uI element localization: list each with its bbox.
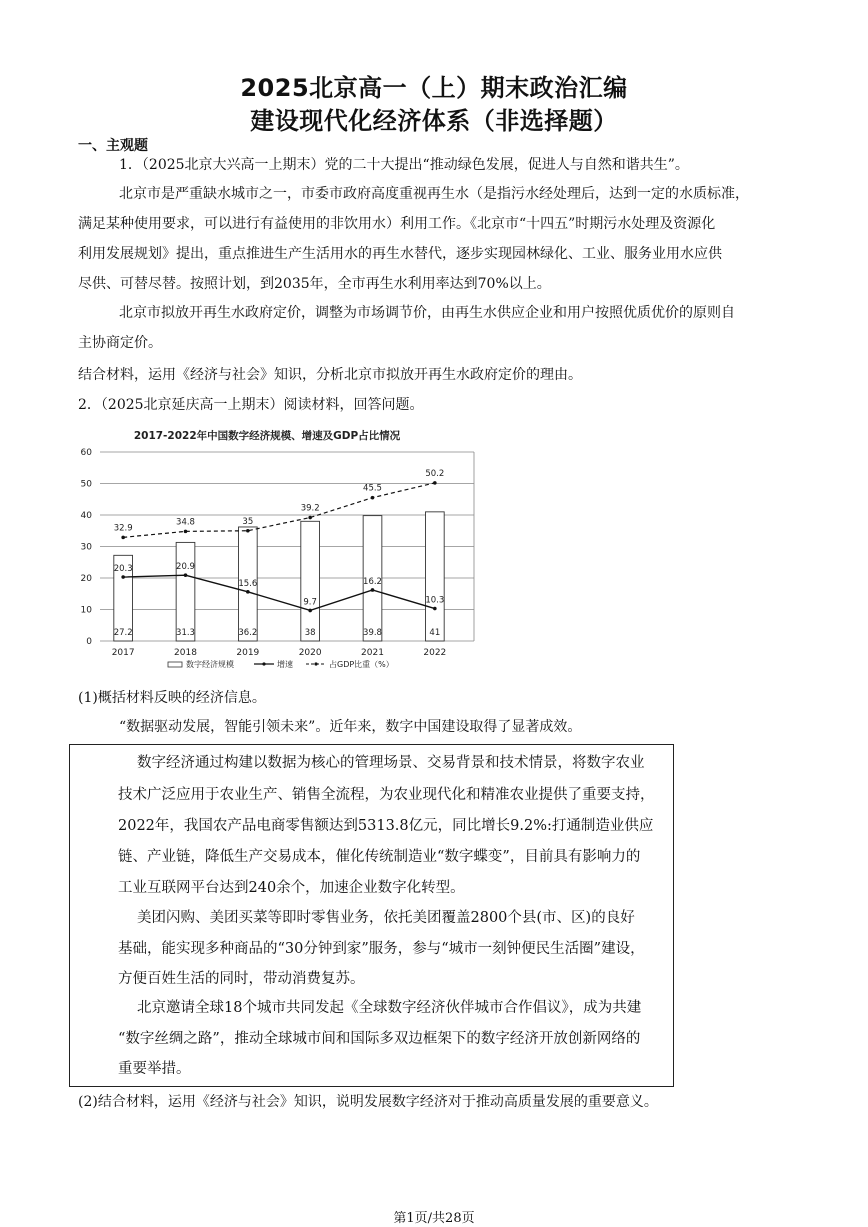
share-point: [184, 530, 188, 534]
legend-label: 增速: [277, 660, 293, 669]
y-tick-label: 20: [80, 574, 92, 584]
x-tick-label: 2022: [423, 648, 447, 658]
y-tick-label: 50: [80, 479, 92, 490]
legend-label: 占GDP比重（%）: [329, 660, 394, 669]
bar-value-label: 39.8: [363, 628, 382, 638]
y-tick-label: 0: [86, 637, 92, 647]
legend-marker-growth: [262, 662, 265, 665]
q1-paragraph-line: 北京市是严重缺水城市之一，市委市政府高度重视再生水（是指污水经处理后，达到一定的水质标准，: [119, 186, 749, 202]
bar-value-label: 38: [304, 628, 316, 638]
q1-question: 结合材料，运用《经济与社会》知识，分析北京市拟放开再生水政府定价的理由。: [78, 367, 582, 383]
q2-quote: “数据驱动发展，智能引领未来”。近年来，数字中国建设取得了显著成效。: [119, 719, 582, 735]
growth-point: [371, 588, 375, 592]
material-line: 北京邀请全球18个城市共同发起《全球数字经济伙伴城市合作倡议》，成为共建: [137, 1000, 642, 1016]
share-point: [121, 536, 125, 540]
q2-stem: 2．（2025北京延庆高一上期末）阅读材料，回答问题。: [78, 397, 424, 413]
material-line: 方便百姓生活的同时，带动消费复苏。: [118, 971, 365, 987]
y-tick-label: 60: [80, 448, 92, 458]
growth-value-label: 15.6: [238, 578, 258, 589]
material-box: [69, 744, 674, 1087]
bar-value-label: 36.2: [238, 628, 258, 638]
share-value-label: 50.2: [425, 468, 445, 479]
material-line: 链、产业链，降低生产交易成本，催化传统制造业“数字蝶变”，目前具有影响力的: [118, 849, 641, 865]
q2-sub-question-2: (2)结合材料，运用《经济与社会》知识，说明发展数字经济对于推动高质量发展的重要意义。: [78, 1094, 658, 1110]
material-line: 数字经济通过构建以数据为核心的管理场景、交易背景和技术情景，将数字农业: [137, 755, 645, 771]
growth-value-label: 16.2: [363, 576, 382, 587]
chart-title: 2017-2022年中国数字经济规模、增速及GDP占比情况: [133, 430, 401, 442]
growth-point: [184, 573, 188, 577]
share-value-label: 45.5: [363, 483, 382, 494]
share-point: [246, 529, 250, 533]
material-line: 技术广泛应用于农业生产、销售全流程，为农业现代化和精准农业提供了重要支持，: [118, 787, 655, 803]
legend-swatch-bar: [168, 662, 182, 667]
q1-stem: 1．（2025北京大兴高一上期末）党的二十大提出“推动绿色发展，促进人与自然和谐共生”。: [119, 157, 689, 173]
growth-point: [121, 575, 125, 579]
section-heading: 一、主观题: [78, 138, 148, 154]
growth-value-label: 20.3: [113, 564, 133, 575]
x-tick-label: 2018: [174, 648, 197, 658]
page-title: 2025北京高一（上）期末政治汇编: [240, 74, 628, 102]
growth-value-label: 20.9: [176, 562, 195, 573]
page-footer: 第1页/共28页: [393, 1211, 475, 1226]
series-line-growth: [123, 575, 435, 610]
share-value-label: 35: [242, 516, 254, 527]
growth-point: [246, 590, 250, 594]
material-line: 基础，能实现多种商品的“30分钟到家”服务，参与“城市一刻钟便民生活圈”建设，: [118, 941, 645, 957]
q1-paragraph-line: 利用发展规划》提出，重点推进生产生活用水的再生水替代，逐步实现园林绿化、工业、服务业用水应供: [78, 246, 722, 262]
growth-point: [308, 609, 312, 613]
digital-economy-chart: [72, 425, 482, 673]
q2-sub-question-1: (1)概括材料反映的经济信息。: [78, 690, 266, 706]
q1-paragraph-line: 尽供、可替尽替。按照计划，到2035年，全市再生水利用率达到70%以上。: [78, 276, 551, 292]
q1-paragraph-line: 主协商定价。: [78, 335, 162, 351]
material-line: 重要举措。: [118, 1061, 191, 1077]
x-tick-label: 2021: [361, 648, 384, 658]
series-line-gdp-share: [123, 483, 435, 537]
growth-point: [433, 607, 437, 611]
bar-value-label: 27.2: [113, 628, 133, 638]
growth-value-label: 9.7: [303, 597, 317, 608]
share-value-label: 39.2: [300, 503, 320, 514]
bar: [425, 512, 444, 641]
bar: [176, 542, 195, 641]
material-line: 美团闪购、美团买菜等即时零售业务，依托美团覆盖2800个县(市、区)的良好: [137, 910, 635, 926]
bar: [301, 521, 320, 641]
material-line: 工业互联网平台达到240余个，加速企业数字化转型。: [118, 880, 465, 896]
bar-value-label: 31.3: [176, 628, 195, 638]
share-point: [308, 516, 312, 520]
bar-value-label: 41: [429, 628, 441, 638]
legend-label: 数字经济规模: [186, 660, 234, 669]
x-tick-label: 2017: [111, 648, 135, 658]
legend-marker-share: [314, 662, 317, 665]
x-tick-label: 2020: [298, 648, 322, 658]
q1-paragraph-line: 满足某种使用要求，可以进行有益使用的非饮用水）利用工作。《北京市“十四五”时期污水处理及资源化: [78, 216, 716, 232]
x-tick-label: 2019: [236, 648, 260, 658]
share-point: [433, 481, 437, 485]
growth-value-label: 10.3: [425, 595, 445, 606]
y-tick-label: 30: [80, 542, 92, 553]
material-line: 2022年，我国农产品电商零售额达到5313.8亿元，同比增长9.2%:打通制造业供应: [118, 818, 654, 834]
share-point: [371, 496, 375, 500]
y-tick-label: 10: [80, 605, 92, 616]
page-subtitle: 建设现代化经济体系（非选择题）: [250, 107, 618, 135]
share-value-label: 32.9: [113, 523, 133, 534]
share-value-label: 34.8: [176, 517, 195, 528]
y-tick-label: 40: [80, 511, 92, 521]
material-line: “数字丝绸之路”，推动全球城市间和国际多双边框架下的数字经济开放创新网络的: [118, 1031, 641, 1047]
q1-paragraph-line: 北京市拟放开再生水政府定价，调整为市场调节价，由再生水供应企业和用户按照优质优价的原则自: [119, 305, 735, 321]
